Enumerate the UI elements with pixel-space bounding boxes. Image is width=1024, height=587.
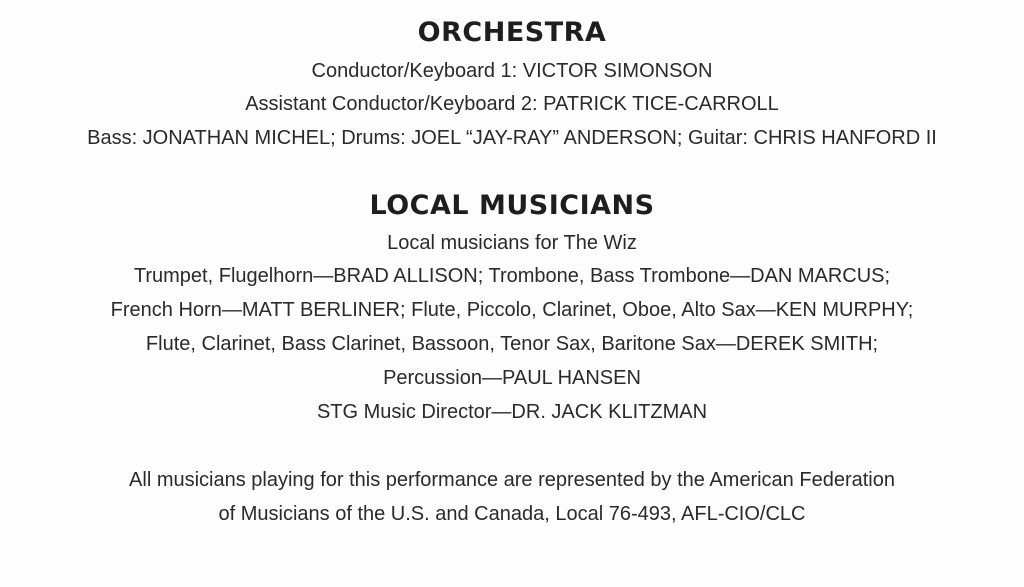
local-musicians-line: Local musicians for The Wiz <box>387 232 637 254</box>
orchestra-credit-line: Assistant Conductor/Keyboard 2: PATRICK TICE-CARROLL <box>245 93 779 115</box>
orchestra-credit-line: Bass: JONATHAN MICHEL; Drums: JOEL “JAY-RAY” ANDERSON; Guitar: CHRIS HANFORD II <box>87 127 937 149</box>
orchestra-credit-line: Conductor/Keyboard 1: VICTOR SIMONSON <box>311 60 713 82</box>
local-musicians-line: Trumpet, Flugelhorn—BRAD ALLISON; Trombone, Bass Trombone—DAN MARCUS; <box>133 265 891 287</box>
union-note-line: of Musicians of the U.S. and Canada, Local 76-493, AFL-CIO/CLC <box>218 503 806 525</box>
local-musicians-heading: LOCAL MUSICIANS <box>369 190 655 221</box>
union-note-line: All musicians playing for this performance are represented by the American Federation <box>129 469 895 491</box>
orchestra-heading: ORCHESTRA <box>417 17 607 48</box>
local-musicians-line: STG Music Director—DR. JACK KLITZMAN <box>316 401 708 423</box>
local-musicians-line: French Horn—MATT BERLINER; Flute, Piccolo, Clarinet, Oboe, Alto Sax—KEN MURPHY; <box>110 299 914 321</box>
local-musicians-line: Percussion—PAUL HANSEN <box>383 367 641 389</box>
local-musicians-line: Flute, Clarinet, Bass Clarinet, Bassoon, Tenor Sax, Baritone Sax—DEREK SMITH; <box>145 333 879 355</box>
